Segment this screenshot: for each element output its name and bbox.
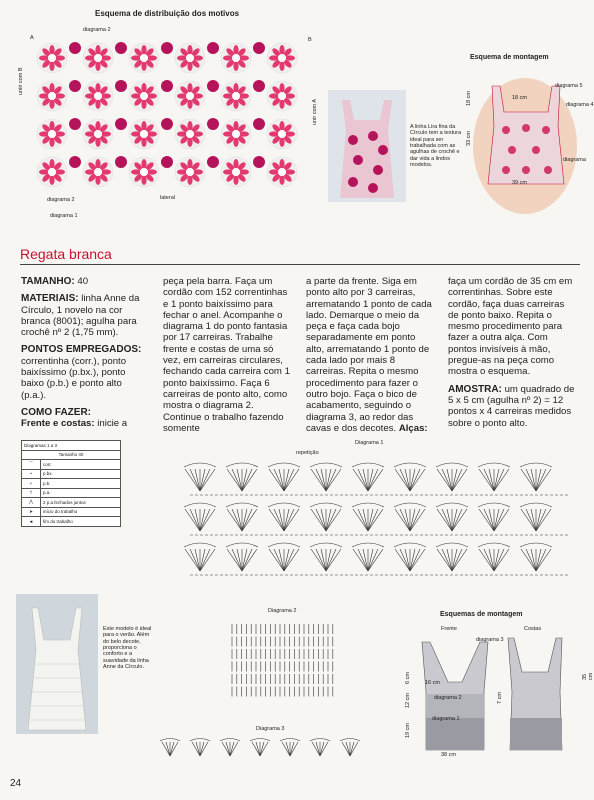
howto-start: inicie a	[97, 418, 128, 430]
dot-motif	[207, 80, 219, 92]
flower-motif	[83, 43, 113, 73]
fan-stitch	[436, 463, 468, 491]
fan-stitch	[352, 543, 384, 571]
fan-stitch	[352, 463, 384, 491]
assembly-d3: diagrama 3	[476, 637, 504, 643]
dot-motif	[253, 80, 265, 92]
measure-35: 35 cm	[582, 672, 594, 680]
back-label: Costas	[524, 626, 542, 632]
fan-stitch	[478, 543, 510, 571]
legend-text: início do trabalho	[41, 507, 121, 517]
points-label: PONTOS EMPREGADOS:	[21, 344, 142, 356]
measure-12: 12 cm	[405, 693, 411, 708]
flower-motif	[221, 119, 251, 149]
legend-text: fim do trabalho	[41, 517, 121, 527]
column-1	[21, 276, 149, 430]
flower-motif	[175, 119, 205, 149]
column-4	[448, 276, 576, 435]
motif-title: Esquema de distribuição dos motivos	[95, 9, 240, 18]
dot-motif	[69, 118, 81, 130]
legend-symbol: +	[22, 479, 41, 489]
dot-motif	[207, 156, 219, 168]
article-title: Regata branca	[20, 246, 112, 262]
flower-motif	[129, 119, 159, 149]
fan-stitch	[226, 503, 258, 531]
assembly-bottom-title: Esquemas de montagem	[440, 611, 523, 618]
diagram3-chart	[160, 736, 380, 760]
white-top-caption: Este modelo é ideal para o verão. Além do belo decote, proporciona o conforto e a suavidade da linha Anne da Círculo.	[103, 626, 152, 670]
howto-label: COMO FAZER:	[21, 406, 91, 418]
front-label: Frente	[441, 626, 457, 632]
dot-motif	[161, 118, 173, 130]
points-text: correntinha (corr.), ponto baixíssimo (p.bx.), ponto baixo (p.b.) e ponto alto (p.a.).	[21, 355, 127, 401]
legend-text: p.a.	[41, 488, 121, 498]
fan-stitch	[184, 503, 216, 531]
label-a: A	[30, 35, 34, 41]
fan-stitch	[184, 543, 216, 571]
dot-motif	[161, 156, 173, 168]
lateral-label: lateral	[160, 195, 175, 201]
label-b: B	[308, 37, 312, 43]
materials-label: MATERIAIS:	[21, 293, 79, 305]
picot-stitch	[340, 739, 360, 757]
fan-stitch	[268, 463, 300, 491]
side-right-label: unir com A	[312, 99, 318, 125]
flower-motif	[37, 43, 67, 73]
fan-stitch	[268, 543, 300, 571]
legend-symbol: ➤	[22, 507, 41, 517]
size-value: 40	[77, 276, 89, 287]
flower-motif	[83, 81, 113, 111]
dot-motif	[69, 156, 81, 168]
fan-stitch	[478, 503, 510, 531]
flower-motif	[37, 81, 67, 111]
dot-motif	[69, 80, 81, 92]
diagram1-title: Diagrama 1	[355, 440, 384, 446]
flower-motif	[83, 157, 113, 187]
flower-motif	[129, 81, 159, 111]
legend-title: Diagramas 1 a 3	[22, 441, 121, 451]
legend-table	[21, 440, 121, 527]
measure-33: 33 cm	[466, 131, 472, 146]
flower-motif	[221, 81, 251, 111]
legend-symbol: •	[22, 469, 41, 479]
legend-text: p.bx.	[41, 469, 121, 479]
flower-motif	[37, 119, 67, 149]
measure-6: 6 cm	[405, 672, 411, 684]
fan-stitch	[436, 503, 468, 531]
fan-stitch	[478, 463, 510, 491]
flower-motif	[37, 157, 67, 187]
fan-stitch	[226, 543, 258, 571]
legend-symbol: †	[22, 488, 41, 498]
legend-text: p.b.	[41, 479, 121, 489]
sample-label: AMOSTRA:	[448, 383, 502, 395]
flower-motif	[129, 43, 159, 73]
assembly-d1: diagrama 1	[432, 716, 460, 722]
legend-text: corr.	[41, 460, 121, 470]
dot-motif	[253, 118, 265, 130]
measure-18: 18 cm	[512, 95, 527, 101]
fan-stitch	[310, 543, 342, 571]
size-label: TAMANHO:	[21, 276, 75, 287]
legend-symbol: ⋀	[22, 498, 41, 508]
fan-stitch	[394, 503, 426, 531]
column-2: peça pela barra. Faça um cordão com 152 correntinhas e 1 ponto baixíssimo para fechar o anel. Acompanhe o diagrama 1 do ponto fantasia por 17 carreiras. Trabalhe frente e costas de uma só vez, em carreiras circulares, fechando cada carreira com 1 ponto baixíssimo. Faça 6 carreiras de ponto alto, como mostra o diagrama 2. Continue o trabalho fazendo somente	[163, 276, 290, 434]
flower-motif	[175, 81, 205, 111]
flower-motif	[221, 43, 251, 73]
fan-stitch	[520, 463, 552, 491]
side-left-label: uniir com B	[18, 67, 24, 95]
dot-motif	[115, 156, 127, 168]
sample-text: um quadrado de 5 x 5 cm (agulha nº 2) = 12 pontos x 4 carreiras medidos sobre o ponto alto.	[448, 383, 575, 429]
picot-stitch	[310, 739, 330, 757]
fan-stitch	[226, 463, 258, 491]
flower-motif	[267, 157, 297, 187]
diagram5-label: diagrama 5	[555, 83, 583, 89]
fan-stitch	[310, 463, 342, 491]
dot-motif	[253, 42, 265, 54]
howto-sub: Frente e costas:	[21, 418, 95, 430]
diagram1-label: diagrama 1	[50, 213, 78, 219]
diagram1-repeat: repetição	[296, 450, 319, 456]
dot-motif	[207, 42, 219, 54]
column-4-text: faça um cordão de 35 cm em correntinhas. Sobre este cordão, faça duas carreiras de ponto baixo. Repita o mesmo procedimento para fazer a outra alça. Com pontos invisíveis à mão, pregue-as na peça como mostra o esquema.	[448, 276, 573, 378]
assembly-top-title: Esquema de montagem	[470, 54, 549, 61]
dot-motif	[161, 42, 173, 54]
diagram2-title: Diagrama 2	[268, 608, 297, 614]
diagram2-label: diagrama 2	[83, 27, 111, 33]
diagram4-label: diagrama 4	[566, 102, 594, 108]
legend-symbol: ⌒	[22, 460, 41, 470]
fan-stitch	[394, 463, 426, 491]
fan-stitch	[394, 543, 426, 571]
picot-stitch	[280, 739, 300, 757]
diagram2-label-bottom: diagrama 2	[47, 197, 75, 203]
motif-distribution-chart	[30, 40, 310, 192]
fan-stitch	[520, 503, 552, 531]
column-3-text: a parte da frente. Siga em ponto alto por 3 carreiras, arrematando 1 ponto de cada lado. Demarque o meio da peça e faça cada bojo separadamente em ponto alto, arrematando 1 ponto de cada lado por mais 8 carreiras. Repita o mesmo procedimento para fazer o outro bojo. Faça o bico de acabamento, seguindo o diagrama 3, ao redor das cavas e dos decotes.	[306, 276, 432, 434]
dot-motif	[253, 156, 265, 168]
dot-motif	[115, 42, 127, 54]
flower-motif	[129, 157, 159, 187]
materials-text: linha Anne da Círculo, 1 novelo na cor branca (8001); agulha para crochê nº 2 (1,75 mm).	[21, 293, 140, 339]
flower-motif	[175, 43, 205, 73]
page-number: 24	[10, 778, 22, 789]
dot-motif	[115, 118, 127, 130]
flower-motif	[175, 157, 205, 187]
measure-38: 38 cm	[441, 752, 456, 758]
picot-stitch	[220, 739, 240, 757]
picot-stitch	[160, 739, 180, 757]
fan-stitch	[352, 503, 384, 531]
flower-motif	[83, 119, 113, 149]
flower-motif	[221, 157, 251, 187]
fan-stitch	[310, 503, 342, 531]
diagram-right-label: diagrama	[563, 157, 586, 163]
picot-stitch	[190, 739, 210, 757]
fan-stitch	[520, 543, 552, 571]
dot-motif	[161, 80, 173, 92]
legend-text: 2 p.a.fechados juntos	[41, 498, 121, 508]
measure-18b: 18 cm	[466, 91, 472, 106]
assembly-d2: diagrama 2	[434, 695, 462, 701]
flower-motif	[267, 119, 297, 149]
diagram1-chart	[180, 455, 580, 580]
measure-39: 39 cm	[512, 180, 527, 186]
fan-stitch	[268, 503, 300, 531]
diagram2-chart	[228, 620, 338, 702]
column-3	[306, 276, 434, 434]
legend-symbol: ◄	[22, 517, 41, 527]
measure-19: 19 cm	[405, 723, 411, 738]
picot-stitch	[250, 739, 270, 757]
title-rule	[20, 264, 580, 265]
top-photo	[328, 90, 406, 202]
flower-motif	[267, 43, 297, 73]
legend-subtitle: Tamanho 40	[22, 450, 121, 460]
fan-stitch	[436, 543, 468, 571]
fan-stitch	[184, 463, 216, 491]
alcas-label: Alças:	[398, 422, 428, 434]
diagram3-title: Diagrama 3	[256, 726, 285, 732]
dot-motif	[69, 42, 81, 54]
measure-7: 7 cm	[497, 692, 503, 704]
top-photo-caption: A linha Lira fina da Círculo tem a textura ideal para ser trabalhada com as agulhas de crochê e dar vida a lindos modelos.	[410, 124, 462, 168]
dot-motif	[115, 80, 127, 92]
dot-motif	[207, 118, 219, 130]
white-top-photo	[16, 594, 98, 734]
flower-motif	[267, 81, 297, 111]
measure-16: 16 cm	[425, 680, 440, 686]
